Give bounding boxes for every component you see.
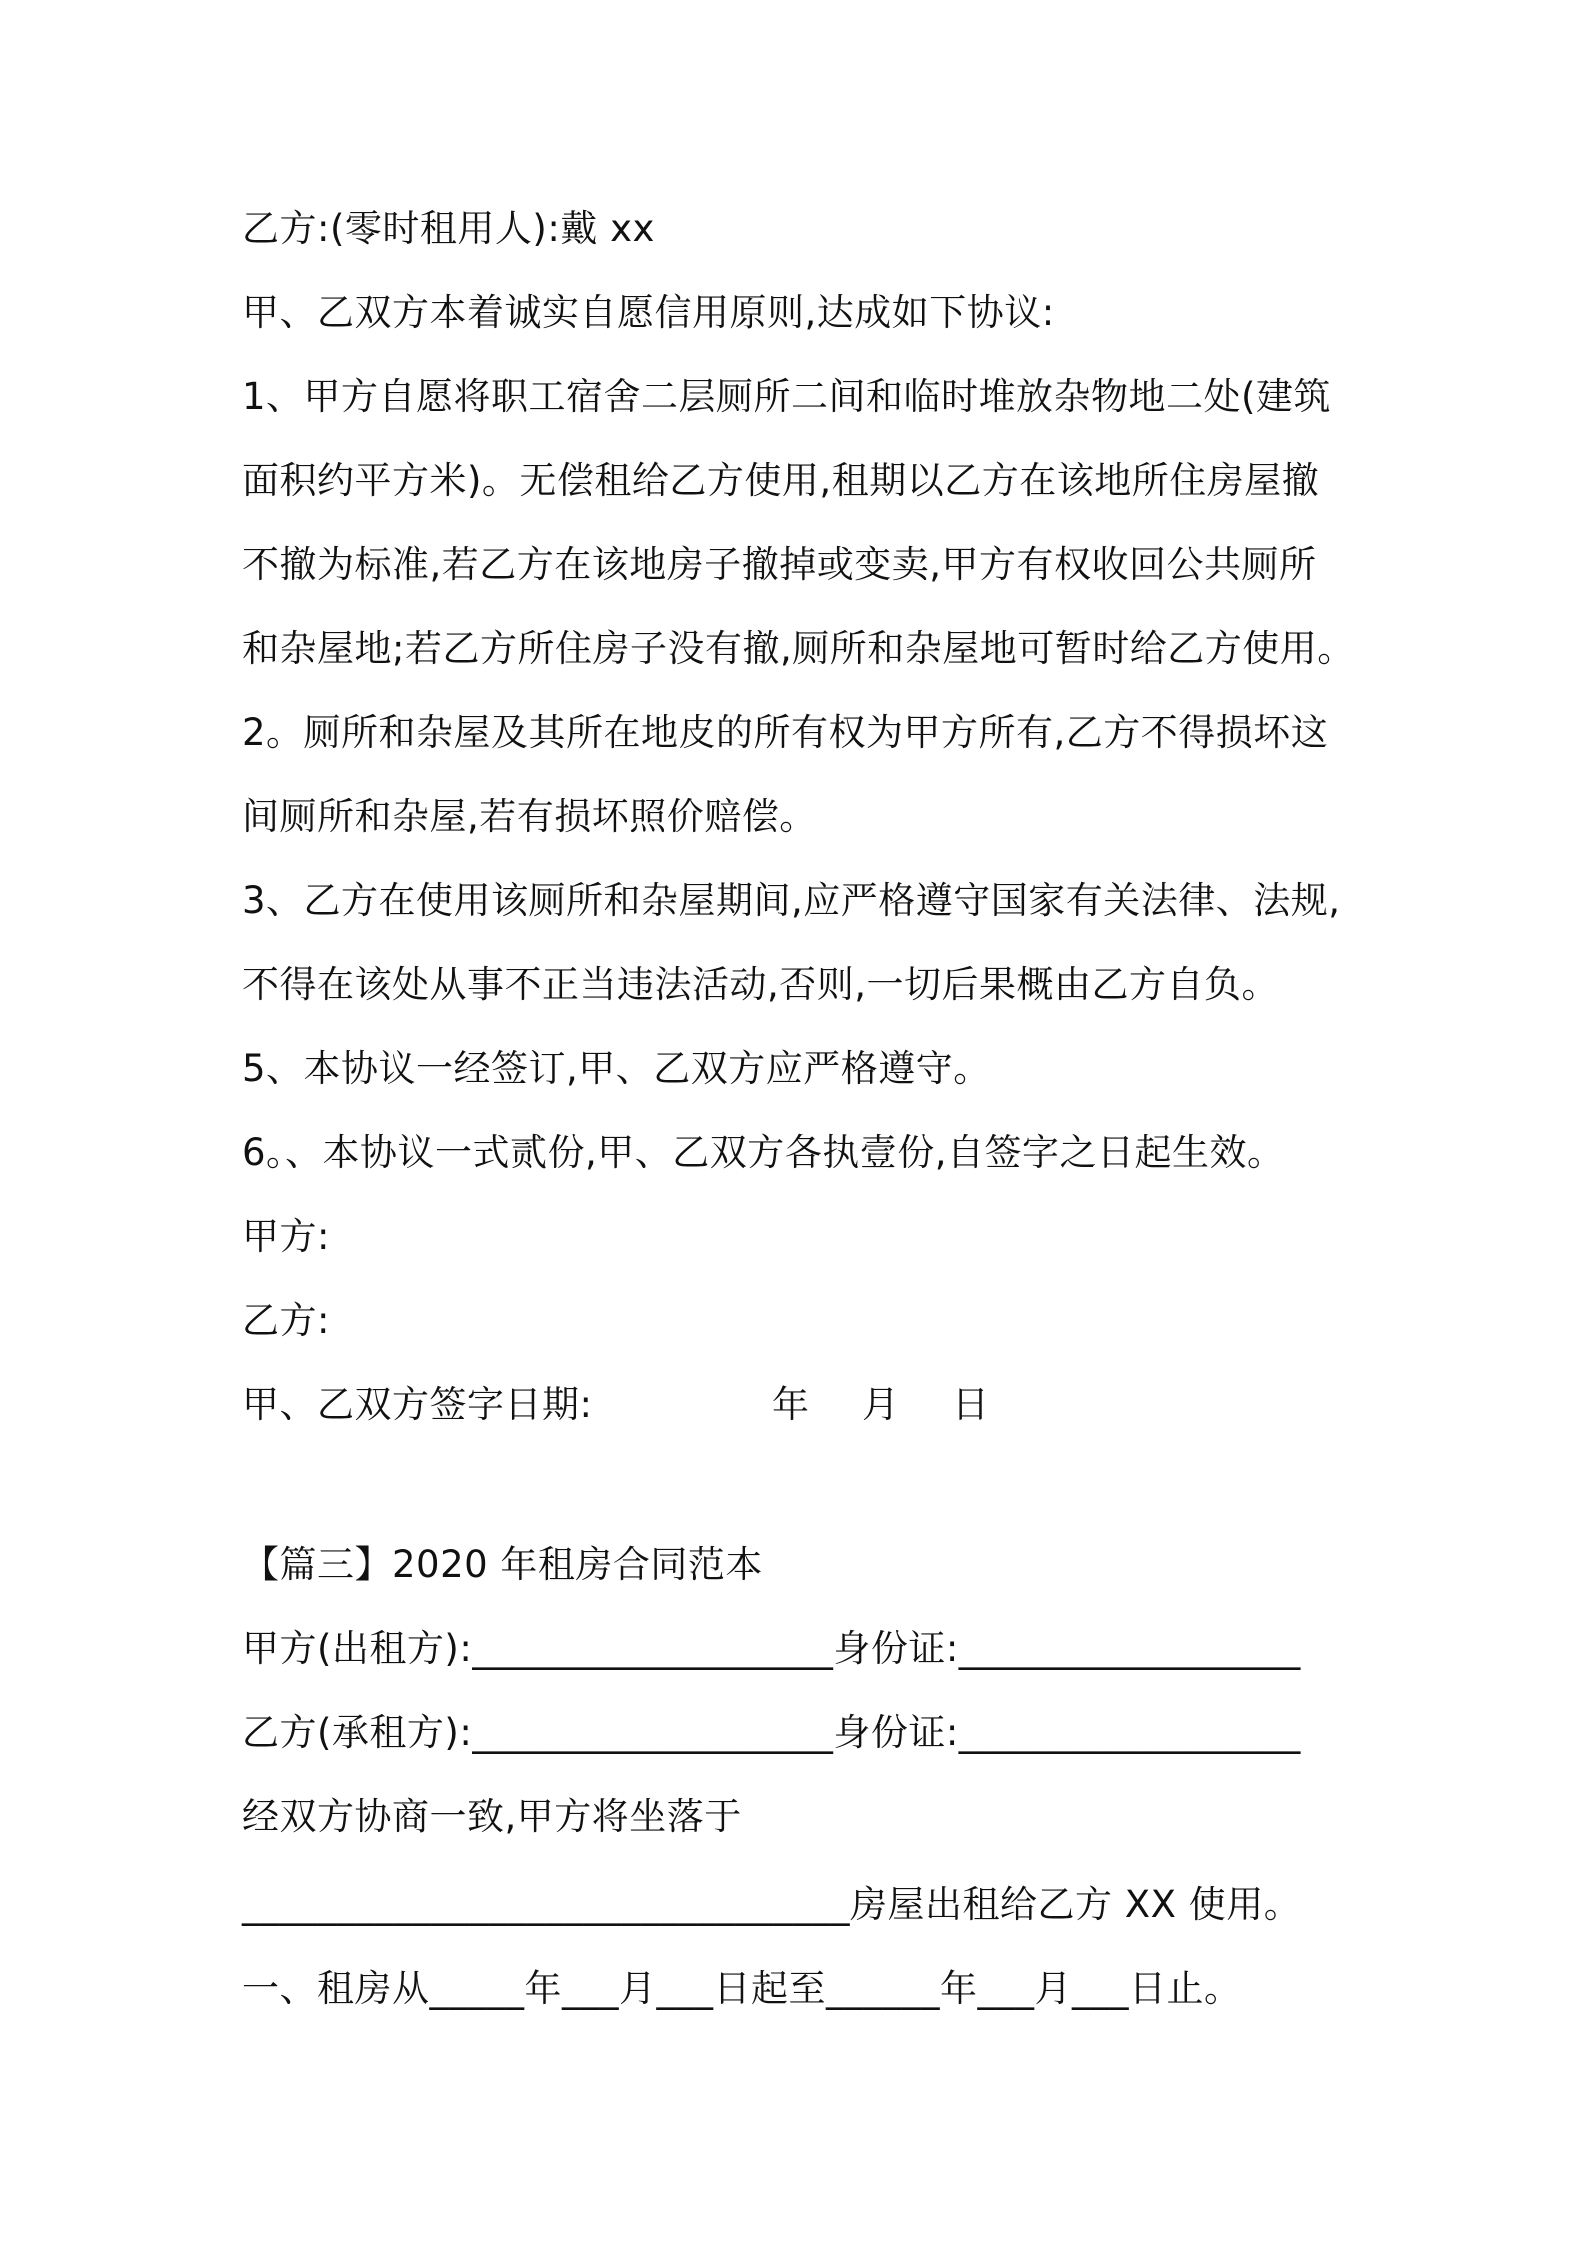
clause-6: 6。、本协议一式贰份,甲、乙双方各执壹份,自签字之日起生效。 bbox=[242, 1131, 1285, 1174]
agreement-intro: 甲、乙双方本着诚实自愿信用原则,达成如下协议: bbox=[242, 291, 1055, 334]
clause-2-line-1: 2。厕所和杂屋及其所在地皮的所有权为甲方所有,乙方不得损坏这 bbox=[242, 711, 1329, 754]
clause-3-line-2: 不得在该处从事不正当违法活动,否则,一切后果概由乙方自负。 bbox=[242, 963, 1280, 1006]
location-line-1: 经双方协商一致,甲方将坐落于 bbox=[242, 1795, 742, 1838]
clause-3-line-1: 3、乙方在使用该厕所和杂屋期间,应严格遵守国家有关法律、法规, bbox=[242, 879, 1341, 922]
lease-term-line: 一、租房从_____年___月___日起至______年___月___日止。 bbox=[242, 1967, 1242, 2010]
clause-1-line-2: 面积约平方米)。无偿租给乙方使用,租期以乙方在该地所住房屋撤 bbox=[242, 459, 1320, 502]
tenant-line: 乙方(承租方):___________________身份证:__________________ bbox=[242, 1711, 1301, 1754]
clause-1-line-1: 1、甲方自愿将职工宿舍二层厕所二间和临时堆放杂物地二处(建筑 bbox=[242, 375, 1331, 418]
clause-1-line-3: 不撤为标准,若乙方在该地房子撤掉或变卖,甲方有权收回公共厕所 bbox=[242, 543, 1317, 586]
clause-2-line-2: 间厕所和杂屋,若有损坏照价赔偿。 bbox=[242, 795, 817, 838]
sign-date-year: 年 bbox=[772, 1383, 810, 1426]
clause-5: 5、本协议一经签订,甲、乙双方应严格遵守。 bbox=[242, 1047, 991, 1090]
party-a-signature: 甲方: bbox=[242, 1215, 330, 1258]
sign-date-day: 日 bbox=[952, 1383, 990, 1426]
landlord-line: 甲方(出租方):___________________身份证:__________________ bbox=[242, 1627, 1301, 1670]
section-title: 【篇三】2020 年租房合同范本 bbox=[242, 1543, 763, 1586]
party-b-line: 乙方:(零时租用人):戴 xx bbox=[242, 207, 655, 250]
location-line-2: ________________________________房屋出租给乙方 XX 使用。 bbox=[242, 1883, 1302, 1926]
clause-1-line-4: 和杂屋地;若乙方所住房子没有撤,厕所和杂屋地可暂时给乙方使用。 bbox=[242, 627, 1355, 670]
sign-date-month: 月 bbox=[862, 1383, 900, 1426]
sign-date-label: 甲、乙双方签字日期: bbox=[242, 1383, 593, 1426]
sign-date-row bbox=[242, 1383, 1042, 1427]
party-b-signature: 乙方: bbox=[242, 1299, 330, 1342]
